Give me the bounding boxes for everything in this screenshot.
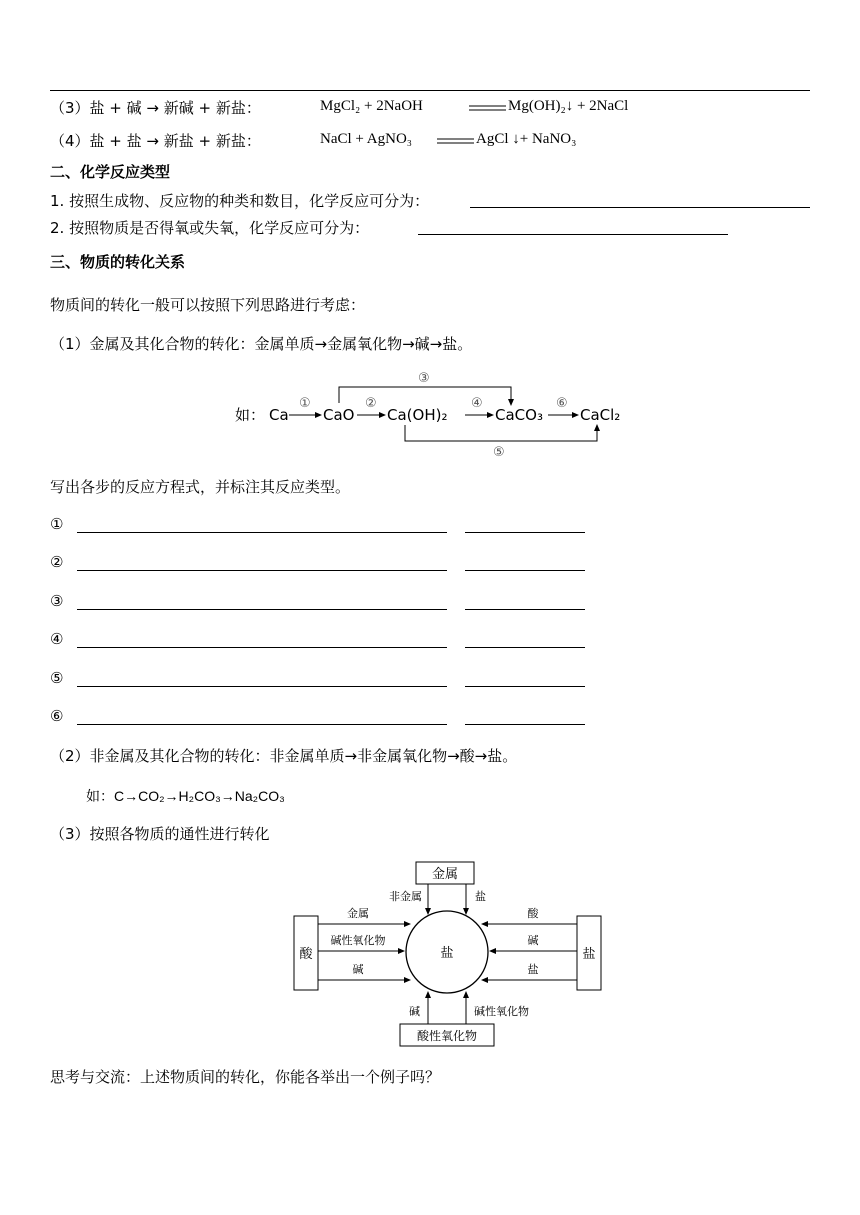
type-blank[interactable] (465, 724, 585, 725)
equation-blank[interactable] (77, 647, 447, 648)
top-right-label: 盐 (475, 890, 486, 903)
right-box-label: 盐 (582, 947, 596, 962)
bottom-left-label: 碱 (409, 1005, 420, 1018)
intro-text: 物质间的转化一般可以按照下列思路进行考虑： (50, 296, 366, 314)
rxn4-eq-right: AgCl ↓+ NaNO₃ (476, 131, 577, 147)
answer-number: ④ (50, 630, 64, 648)
rxn4-label: （4）盐 + 盐 → 新盐 + 新盐： (50, 132, 261, 150)
right-label-2: 碱 (527, 934, 539, 947)
rxn4-eq-left: NaCl + AgNO₃ (320, 131, 413, 147)
equation-blank[interactable] (77, 609, 447, 610)
section2-heading: 二、化学反应类型 (50, 163, 171, 181)
chain-prefix: 如： (235, 406, 266, 424)
left-label-2: 碱性氧化物 (330, 934, 386, 947)
equation-blank[interactable] (77, 724, 447, 725)
salt-conversion-diagram (290, 858, 605, 1050)
answer-number: ⑤ (50, 669, 64, 687)
rxn3-eq-left: MgCl₂ + 2NaOH (320, 98, 423, 114)
answer-number: ③ (50, 592, 64, 610)
bottom-box-label: 酸性氧化物 (416, 1029, 478, 1043)
type-blank[interactable] (465, 647, 585, 648)
arrow-5 (405, 425, 597, 441)
paragraph-2-example: 如：C→CO₂→H₂CO₃→Na₂CO₃ (86, 788, 285, 804)
top-rule (50, 90, 810, 91)
conversion-chain-diagram (225, 365, 635, 460)
answer-number: ② (50, 553, 64, 571)
equals-sign (436, 136, 476, 146)
step-2-label: ② (365, 396, 377, 411)
species-cao: CaO (323, 406, 355, 424)
species-cacl2: CaCl₂ (580, 406, 621, 424)
left-box-label: 酸 (299, 947, 313, 962)
answer-blank[interactable] (470, 207, 810, 208)
step-5-label: ⑤ (493, 445, 505, 460)
question-1: 1. 按照生成物、反应物的种类和数目，化学反应可分为： (50, 192, 430, 210)
section3-heading: 三、物质的转化关系 (50, 253, 186, 271)
step-3-label: ③ (418, 371, 430, 386)
question-2: 2. 按照物质是否得氧或失氧，化学反应可分为： (50, 219, 370, 237)
answer-number: ⑥ (50, 707, 64, 725)
rxn3-label: （3）盐 + 碱 → 新碱 + 新盐： (50, 99, 261, 117)
type-blank[interactable] (465, 532, 585, 533)
equation-blank[interactable] (77, 686, 447, 687)
top-left-label: 非金属 (389, 890, 422, 903)
type-blank[interactable] (465, 609, 585, 610)
type-blank[interactable] (465, 686, 585, 687)
equation-blank[interactable] (77, 570, 447, 571)
right-label-1: 酸 (527, 907, 539, 920)
answer-blank[interactable] (418, 234, 728, 235)
paragraph-3: （3）按照各物质的通性进行转化 (50, 825, 270, 843)
bottom-right-label: 碱性氧化物 (474, 1005, 529, 1018)
center-label: 盐 (440, 946, 454, 961)
type-blank[interactable] (465, 570, 585, 571)
left-label-1: 金属 (347, 907, 369, 920)
top-box-label: 金属 (431, 867, 459, 882)
equals-sign (468, 103, 508, 113)
right-label-3: 盐 (527, 963, 539, 976)
step-6-label: ⑥ (556, 396, 568, 411)
paragraph-1: （1）金属及其化合物的转化：金属单质→金属氧化物→碱→盐。 (50, 335, 473, 353)
paragraph-2: （2）非金属及其化合物的转化：非金属单质→非金属氧化物→酸→盐。 (50, 747, 518, 765)
closing-question: 思考与交流：上述物质间的转化，你能各举出一个例子吗？ (50, 1068, 441, 1086)
species-ca: Ca (269, 406, 289, 424)
species-caoh2: Ca(OH)₂ (387, 406, 448, 424)
answer-number: ① (50, 515, 64, 533)
step-4-label: ④ (471, 396, 483, 411)
species-caco3: CaCO₃ (495, 406, 543, 424)
instruction-text: 写出各步的反应方程式，并标注其反应类型。 (50, 478, 351, 496)
step-1-label: ① (299, 396, 311, 411)
left-label-3: 碱 (352, 963, 364, 976)
rxn3-eq-right: Mg(OH)₂↓ + 2NaCl (508, 98, 629, 114)
equation-blank[interactable] (77, 532, 447, 533)
